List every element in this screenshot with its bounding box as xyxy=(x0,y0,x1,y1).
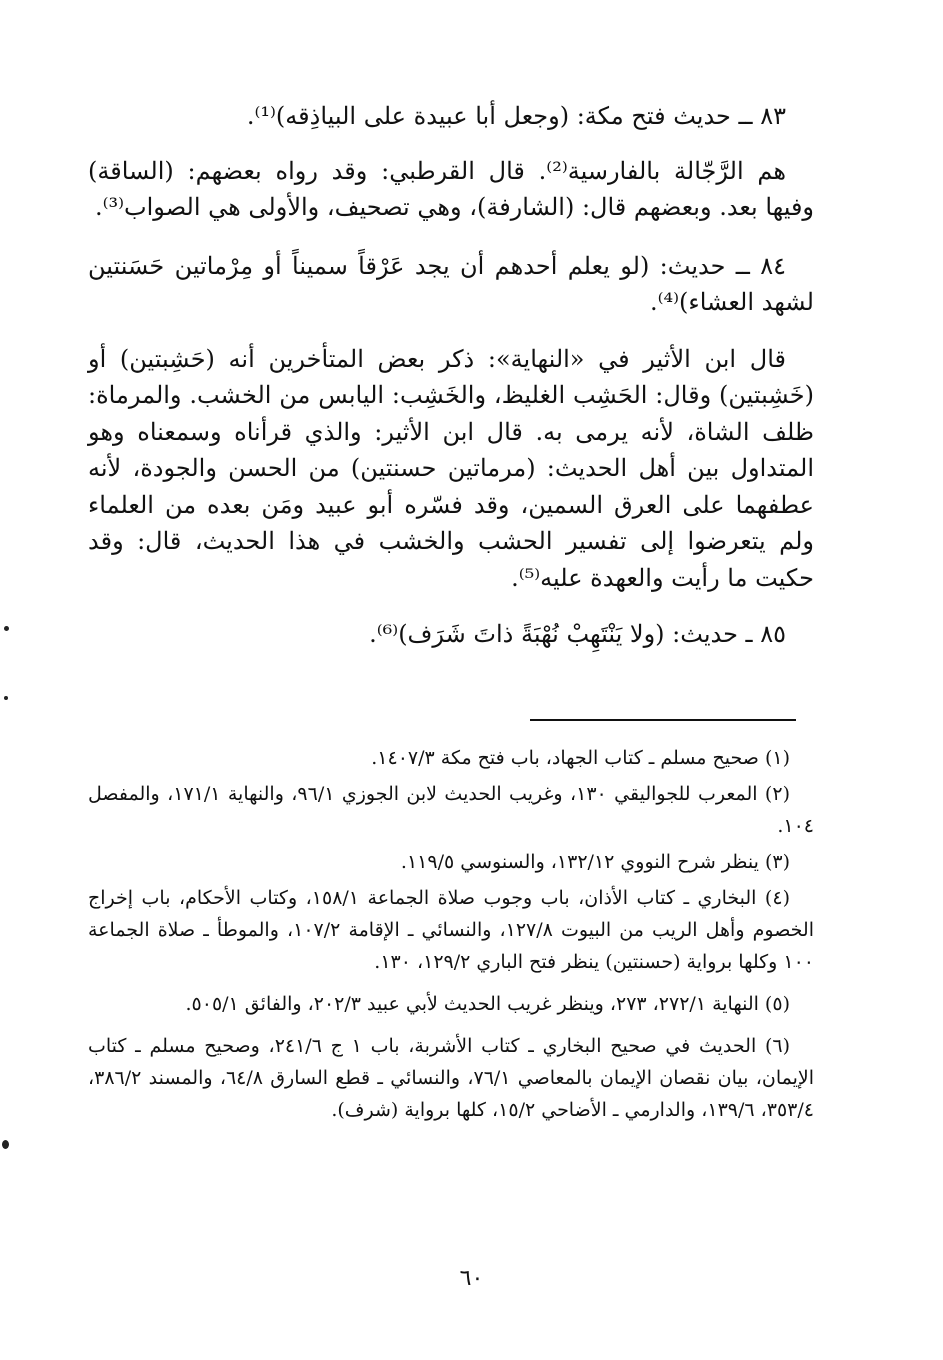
main-text xyxy=(88,98,814,653)
hadith-83-commentary: هم الرَّجّالة بالفارسية⁽²⁾. قال القرطبي: وقد رواه بعضهم: (الساقة) وفيها بعد. وبعضهم قال: (الشارفة)، وهي تصحيف، والأولى هي الصواب⁽³⁾. xyxy=(88,156,814,221)
hadith-83: ٨٣ ــ حديث فتح مكة: (وجعل أبا عبيدة على البياذِقه)⁽¹⁾. xyxy=(246,102,786,130)
footnote-3: (٣) ينظر شرح النووي ١٣٢/١٢، والسنوسي ١١٩/٥. xyxy=(400,851,790,873)
scan-speck xyxy=(2,1140,9,1149)
hadith-84: ٨٤ ــ حديث: (لو يعلم أحدهم أن يجد عَرْقاً سميناً أو مِرْماتين حَسَنتين لشهد العشاء)⁽⁴⁾. xyxy=(88,251,814,316)
hadith-85: ٨٥ ـ حديث: (ولا يَنْتَهِبْ نُهْبَةً ذاتَ شَرَف)⁽⁶⁾. xyxy=(369,620,786,648)
footnote-6: (٦) الحديث في صحيح البخاري ـ كتاب الأشربة، باب ١ ج ٢٤١/٦، وصحيح مسلم ـ كتاب الإيمان، بيان نقصان الإيمان بالمعاصي ٧٦/١، والنسائي ـ قطع السارق ٦٤/٨، والمسند ٣٨٦/٢، ٣٥٣/٤، ١٣٩/٦، والدارمي ـ الأضاحي ١٥/٢، كلها برواية (شرف). xyxy=(88,1035,814,1121)
hadith-84-commentary: قال ابن الأثير في «النهاية»: ذكر بعض المتأخرين أنه (حَشِبتين) أو (خَشِبتين) وقال: الحَشِب الغليظ، والخَشِب: اليابس من الخشب. والمرماة: ظلف الشاة، لأنه يرمى به. قال ابن الأثير: والذي قرأناه وسمعناه وهو المتداول بين أهل الحديث: (مرماتين حسنتين) من الحسن والجودة، لأنه عطفهما على العرق السمين، وقد فسّره أبو عبيد ومَن بعده من العلماء ولم يتعرضوا إلى تفسير الحشب والخشب في هذا الحديث، قال: وقد حكيت ما رأيت والعهدة عليه⁽⁵⁾. xyxy=(88,344,815,592)
footnote-1: (١) صحيح مسلم ـ كتاب الجهاد، باب فتح مكة ١٤٠٧/٣. xyxy=(371,747,790,769)
scan-speck xyxy=(4,696,8,700)
scan-speck xyxy=(4,626,9,631)
footnote-4: (٤) البخاري ـ كتاب الأذان، باب وجوب صلاة الجماعة ١٥٨/١، وكتاب الأحكام، باب إخراج الخصوم وأهل الريب من البيوت ١٢٧/٨، والنسائي ـ الإقامة ١٠٧/٢، والموطأ ـ صلاة الجماعة ١٠٠ وكلها برواية (حسنتين) ينظر فتح الباري ١٢٩/٢، ١٣٠. xyxy=(88,887,814,973)
footnote-5: (٥) النهاية ٢٧٢/١، ٢٧٣، وينظر غريب الحديث لأبي عبيد ٢٠٢/٣، والفائق ٥٠٥/١. xyxy=(185,993,790,1015)
page-number: ٦٠ xyxy=(459,1266,484,1291)
footnotes xyxy=(88,742,814,1126)
footnote-2: (٢) المعرب للجواليقي ١٣٠، وغريب الحديث لابن الجوزي ٩٦/١، والنهاية ١٧١/١، والمفصل ١٠٤. xyxy=(88,783,814,837)
footnote-divider xyxy=(530,719,796,721)
